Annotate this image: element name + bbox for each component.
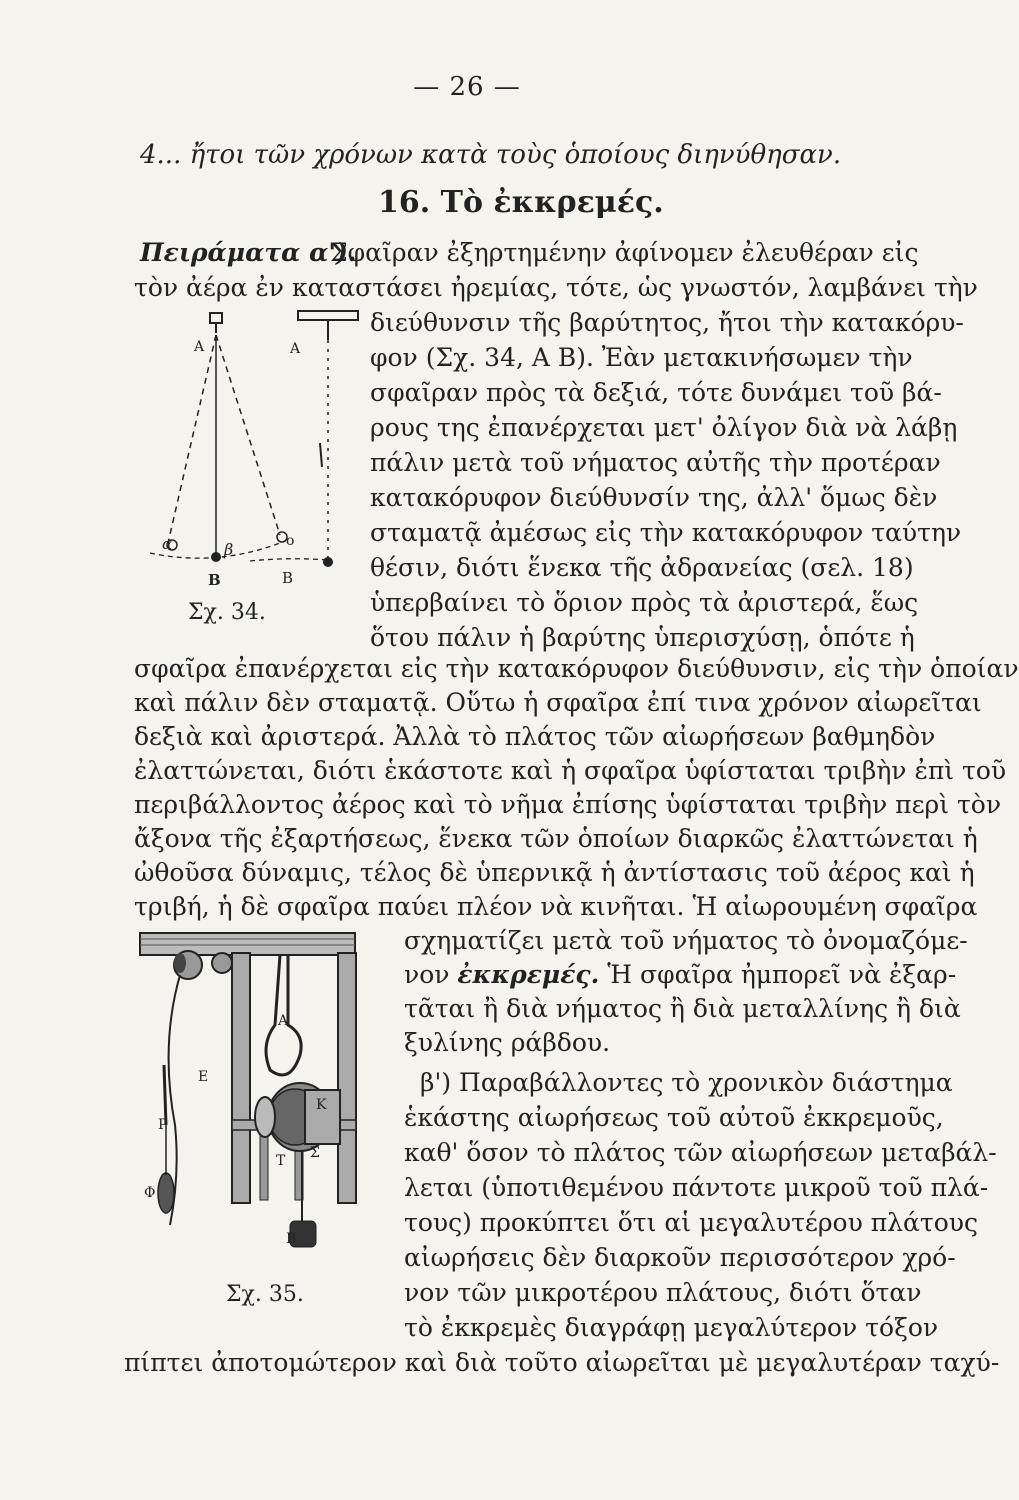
text-line: φον (Σχ. 34, Α Β). Ἐὰν μετακινήσωμεν τὴν: [370, 343, 913, 372]
text-line: καὶ πάλιν δὲν σταματᾷ. Οὕτω ἡ σφαῖρα ἐπί τινα χρόνον αἰωρεῖται: [134, 688, 982, 717]
label-a-right: Α: [290, 341, 301, 357]
text-line: λεται (ὑποτιθεμένου πάντοτε μικροῦ τοῦ πλά-: [404, 1173, 989, 1202]
text-line: ὑπερβαίνει τὸ ὅριον πρὸς τὰ ἀριστερά, ἕως: [370, 588, 919, 617]
text-line: θέσιν, διότι ἕνεκα τῆς ἀδρανείας (σελ. 18): [370, 553, 914, 582]
label-k: Κ: [316, 1097, 327, 1113]
text-line: τᾶται ἢ διὰ νήματος ἢ διὰ μεταλλίνης ἢ διὰ: [404, 994, 961, 1023]
label-t: Τ: [276, 1153, 286, 1169]
text-line: ὅτου πάλιν ἡ βαρύτης ὑπερισχύσῃ, ὁπότε ἡ: [370, 623, 915, 652]
text-line: τὸν ἀέρα ἐν καταστάσει ἠρεμίας, τότε, ὡς γνωστόν, λαμβάνει τὴν: [134, 273, 978, 302]
text-line: ἑκάστης αἰωρήσεως τοῦ αὐτοῦ ἐκκρεμοῦς,: [404, 1103, 944, 1132]
experiment-label: Πειράματα α').: [140, 238, 357, 267]
text-line: αἰωρήσεις δὲν διαρκοῦν περισσότερον χρό-: [404, 1243, 956, 1272]
text-line: [404, 958, 956, 992]
text-line: σχηματίζει μετὰ τοῦ νήματος τὸ ὀνομαζόμε-: [404, 926, 968, 955]
text-line: β') Παραβάλλοντες τὸ χρονικὸν διάστημα: [420, 1068, 953, 1097]
label-a-left: Α: [194, 339, 205, 355]
text-line: περιβάλλοντος ἀέρος καὶ τὸ νῆμα ἐπίσης ὑφίσταται τριβὴν περὶ τὸν: [134, 790, 1002, 819]
text-line: ἄξονα τῆς ἐξαρτήσεως, ἕνεκα τῶν ὁποίων διαρκῶς ἐλαττώνεται ἡ: [134, 824, 978, 853]
text-line: νον τῶν μικροτέρου πλάτους, διότι ὅταν: [404, 1278, 922, 1307]
label-p: Ρ: [158, 1117, 168, 1133]
term-pendulum: ἐκκρεμές.: [457, 960, 600, 989]
label-b-left: Β: [208, 571, 221, 589]
pendulum-figure-34: [150, 305, 360, 595]
text-line: τὸ ἐκκρεμὲς διαγράφῃ μεγαλύτερον τόξον: [404, 1313, 939, 1342]
label-o: ο: [286, 533, 295, 549]
text-line: πάλιν μετὰ τοῦ νήματος αὐτῆς τὴν προτέραν: [370, 448, 941, 477]
text-line: τους) προκύπτει ὅτι αἱ μεγαλυτέρου πλάτους: [404, 1208, 978, 1237]
pendulum-apparatus-figure-35: [140, 925, 400, 1255]
text-span: Ἡ σφαῖρα ἠμπορεῖ νὰ ἐξαρ-: [607, 960, 957, 989]
text-line: καθ' ὅσον τὸ πλάτος τῶν αἰωρήσεων μεταβάλ-: [404, 1138, 997, 1167]
text-span: νον: [404, 960, 450, 989]
figure-34-caption: Σχ. 34.: [188, 600, 266, 625]
text-line: ἐλαττώνεται, διότι ἑκάστοτε καὶ ἡ σφαῖρα ὑφίσταται τριβὴν ἐπὶ τοῦ: [134, 756, 1007, 785]
label-alpha: α: [162, 535, 173, 553]
text-line: σφαῖρα ἐπανέρχεται εἰς τὴν κατακόρυφον διεύθυνσιν, εἰς τὴν ὁποίαν: [134, 654, 1019, 683]
label-beta: β: [224, 540, 234, 559]
label-sigma: Σ: [310, 1145, 320, 1161]
text-line: διεύθυνσιν τῆς βαρύτητος, ἤτοι τὴν κατακόρυ-: [370, 308, 964, 337]
text-line: σταματᾷ ἀμέσως εἰς τὴν κατακόρυφον ταύτην: [370, 518, 962, 547]
text-line: ρους της ἐπανέρχεται μετ' ὀλίγον διὰ νὰ λάβῃ: [370, 413, 958, 442]
label-phi: Φ: [144, 1185, 156, 1201]
text-line: Σφαῖραν ἐξηρτημένην ἀφίνομεν ἐλευθέραν εἰς: [330, 238, 919, 267]
text-line: τριβή, ἡ δὲ σφαῖρα παύει πλέον νὰ κινῆται. Ἡ αἰωρουμένη σφαῖρα: [134, 892, 978, 921]
label-b-right: Β: [282, 569, 294, 587]
text-line: ὠθοῦσα δύναμις, τέλος δὲ ὑπερνικᾷ ἡ ἀντίστασις τοῦ ἀέρος καὶ ἡ: [134, 858, 975, 887]
text-line: πίπτει ἀποτομώτερον καὶ διὰ τοῦτο αἰωρεῖται μὲ μεγαλυτέραν ταχύ-: [124, 1348, 1000, 1377]
figure-35-caption: Σχ. 35.: [226, 1282, 304, 1307]
footnote-line: 4... ἤτοι τῶν χρόνων κατὰ τοὺς ὁποίους διηνύθησαν.: [140, 140, 842, 170]
label-e: Ε: [198, 1069, 209, 1085]
text-line: σφαῖραν πρὸς τὰ δεξιά, τότε δυνάμει τοῦ βά-: [370, 378, 942, 407]
label-b: Β: [286, 1231, 297, 1247]
page-number: — 26 —: [413, 72, 521, 102]
section-heading: 16. Τὸ ἐκκρεμές.: [378, 185, 664, 220]
text-line: ξυλίνης ράβδου.: [404, 1028, 611, 1057]
text-line: κατακόρυφον διεύθυνσίν της, ἀλλ' ὅμως δὲν: [370, 483, 938, 512]
label-a: Α: [278, 1013, 289, 1029]
text-line: δεξιὰ καὶ ἀριστερά. Ἀλλὰ τὸ πλάτος τῶν αἰωρήσεων βαθμηδὸν: [134, 722, 936, 751]
